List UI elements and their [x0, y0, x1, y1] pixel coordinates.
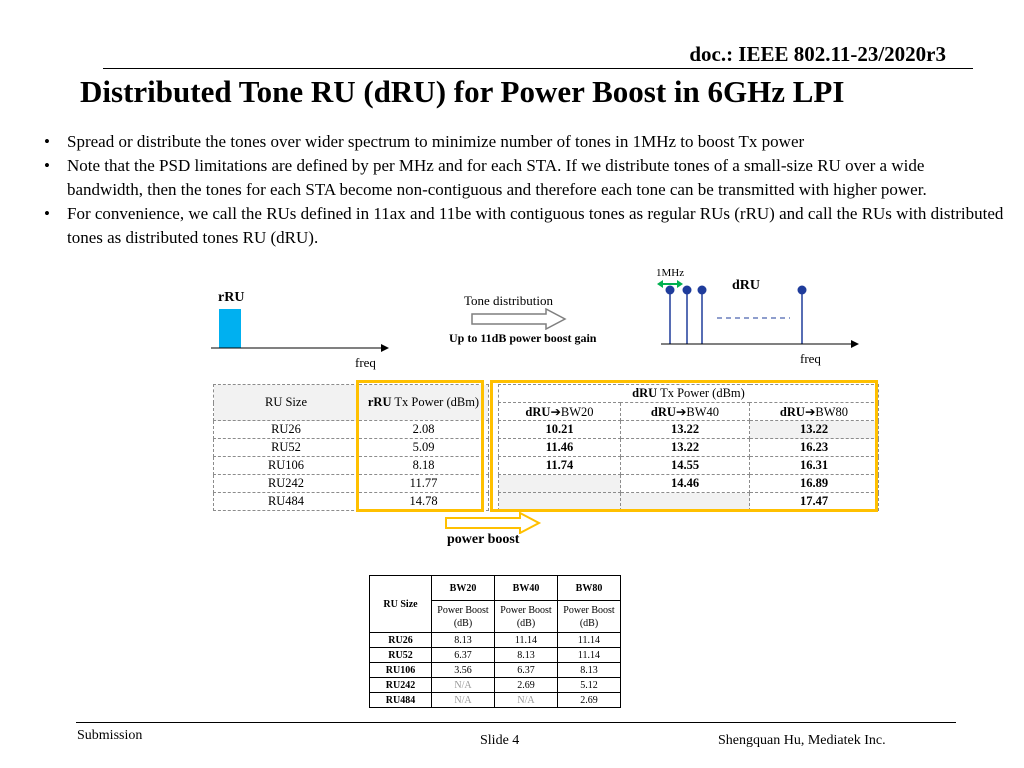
bullet-text: For convenience, we call the RUs defined in 11ax and 11be with contiguous tones as regular RUs (rRU) and call the RUs with distributed tones as distributed tones RU (dRU). — [67, 204, 1004, 247]
cell-ru: RU52 — [370, 648, 432, 663]
rru-axis-arrowhead-icon — [381, 344, 389, 352]
cell-ru: RU242 — [370, 678, 432, 693]
rru-highlight-box — [356, 380, 484, 512]
slide-title: Distributed Tone RU (dRU) for Power Boost in 6GHz LPI — [80, 74, 845, 109]
rru-tone-block — [219, 309, 241, 348]
table-row — [370, 633, 621, 648]
bullet-item — [44, 130, 1004, 154]
cell-ru: RU106 — [214, 457, 359, 475]
cell-bw40: 11.14 — [495, 633, 558, 648]
header-bw40: BW40 — [495, 576, 558, 601]
bullet-dot-icon: • — [44, 204, 50, 223]
cell-bw80: 8.13 — [558, 663, 621, 678]
header-dru-tx-power: dRU Tx Power (dBm) — [499, 385, 879, 403]
dru-spectrum-diagram — [655, 276, 865, 352]
cell-bw20: N/A — [432, 693, 495, 708]
table-row — [370, 648, 621, 663]
dru-label: dRU — [732, 278, 761, 293]
cell-ru: RU242 — [214, 475, 359, 493]
rru-freq-label: freq — [355, 355, 376, 370]
footer-submission: Submission — [77, 728, 143, 743]
one-mhz-left-arrow-icon — [657, 280, 663, 288]
cell-bw80: 11.14 — [558, 648, 621, 663]
cell-rru-power: 14.78 — [359, 493, 489, 511]
power-boost-gain-label: Up to 11dB power boost gain — [449, 331, 597, 345]
subheader-power-boost: Power Boost (dB) — [558, 601, 621, 633]
cell-ru: RU52 — [214, 439, 359, 457]
tone-distribution-label: Tone distribution — [464, 293, 554, 308]
header-ru-size: RU Size — [370, 576, 432, 633]
cell-dru-bw20: 11.74 — [499, 457, 621, 475]
subheader-dru-bw40: dRU➔BW40 — [621, 403, 750, 421]
rru-label: rRU — [218, 290, 245, 305]
cell-dru-bw40: 14.46 — [621, 475, 750, 493]
dru-tone-dot — [666, 286, 675, 295]
cell-dru-bw80: 16.23 — [750, 439, 879, 457]
bullet-list — [44, 130, 1004, 250]
cell-bw80: 2.69 — [558, 693, 621, 708]
power-boost-label: power boost — [447, 532, 520, 547]
cell-bw20: 6.37 — [432, 648, 495, 663]
header-ru-size: RU Size — [214, 385, 359, 421]
cell-bw20: 8.13 — [432, 633, 495, 648]
bullet-text: Spread or distribute the tones over wider spectrum to minimize number of tones in 1MHz to boost Tx power — [67, 132, 805, 151]
subheader-dru-bw80: dRU➔BW80 — [750, 403, 879, 421]
bullet-dot-icon: • — [44, 156, 50, 175]
dru-tone-dot — [698, 286, 707, 295]
dru-tone-dot — [683, 286, 692, 295]
footer-slide-number: Slide 4 — [480, 733, 520, 748]
cell-rru-power: 2.08 — [359, 421, 489, 439]
cell-dru-bw80: 13.22 — [750, 421, 879, 439]
subheader-power-boost: Power Boost (dB) — [495, 601, 558, 633]
cell-dru-bw40: 14.55 — [621, 457, 750, 475]
cell-ru: RU484 — [214, 493, 359, 511]
footer-author: Shengquan Hu, Mediatek Inc. — [718, 733, 886, 748]
power-boost-table — [369, 575, 621, 708]
bullet-text: Note that the PSD limitations are defined by per MHz and for each STA. If we distribute tones of a small-size RU over a wide bandwidth, then the tones for each STA become non-contiguous and therefore each tone can be transmitted with higher power. — [67, 156, 927, 199]
subheader-dru-bw20: dRU➔BW20 — [499, 403, 621, 421]
header-rru-tx-power: rRU Tx Power (dBm) — [359, 385, 489, 421]
cell-dru-bw40: 13.22 — [621, 439, 750, 457]
cell-ru: RU26 — [370, 633, 432, 648]
tone-distribution-arrow-icon — [470, 308, 570, 330]
header-divider — [103, 68, 973, 69]
cell-bw20: N/A — [432, 678, 495, 693]
cell-bw20: 3.56 — [432, 663, 495, 678]
dru-tone-dot — [798, 286, 807, 295]
footer-divider — [76, 722, 956, 723]
power-boost-arrow-icon — [444, 512, 544, 534]
cell-dru-bw40: 13.22 — [621, 421, 750, 439]
table-row — [370, 693, 621, 708]
cell-bw80: 11.14 — [558, 633, 621, 648]
dru-freq-label: freq — [800, 351, 821, 366]
subheader-power-boost: Power Boost (dB) — [432, 601, 495, 633]
table-row — [370, 678, 621, 693]
cell-dru-bw80: 16.31 — [750, 457, 879, 475]
cell-bw40: 6.37 — [495, 663, 558, 678]
cell-bw40: 8.13 — [495, 648, 558, 663]
dru-highlight-box — [490, 380, 878, 512]
cell-rru-power: 8.18 — [359, 457, 489, 475]
bullet-dot-icon: • — [44, 132, 50, 151]
cell-rru-power: 11.77 — [359, 475, 489, 493]
bullet-item — [44, 202, 1004, 250]
cell-dru-bw20: 10.21 — [499, 421, 621, 439]
cell-dru-bw80: 16.89 — [750, 475, 879, 493]
cell-ru: RU26 — [214, 421, 359, 439]
header-bw80: BW80 — [558, 576, 621, 601]
cell-ru: RU106 — [370, 663, 432, 678]
cell-bw80: 5.12 — [558, 678, 621, 693]
cell-rru-power: 5.09 — [359, 439, 489, 457]
dru-axis-arrowhead-icon — [851, 340, 859, 348]
rru-spectrum-diagram — [205, 300, 395, 355]
cell-ru: RU484 — [370, 693, 432, 708]
one-mhz-label: 1MHz — [656, 267, 685, 279]
cell-dru-bw80: 17.47 — [750, 493, 879, 511]
document-id: doc.: IEEE 802.11-23/2020r3 — [689, 42, 946, 66]
bullet-item — [44, 154, 1004, 202]
one-mhz-right-arrow-icon — [677, 280, 683, 288]
cell-bw40: 2.69 — [495, 678, 558, 693]
table-row — [370, 663, 621, 678]
header-bw20: BW20 — [432, 576, 495, 601]
cell-bw40: N/A — [495, 693, 558, 708]
cell-dru-bw20: 11.46 — [499, 439, 621, 457]
